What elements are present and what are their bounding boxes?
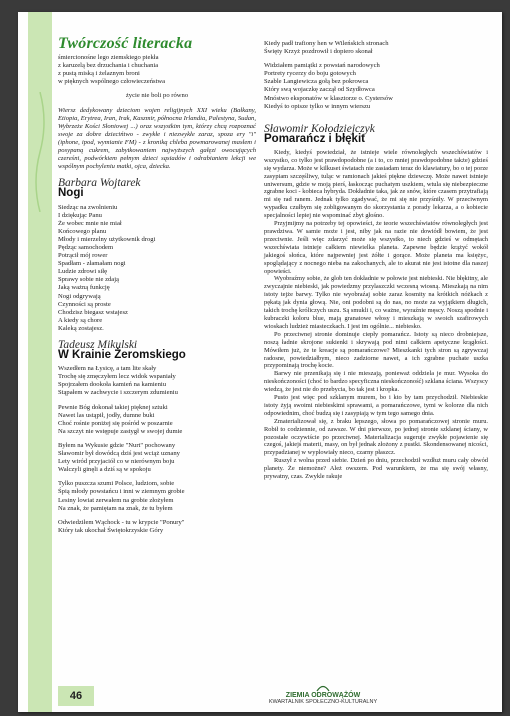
page-number: 46 [58, 686, 94, 706]
verse-line: Na szczyt nie wstępuje zastygł w swojej dumie [58, 427, 183, 435]
story-body [264, 149, 488, 481]
verse-line: Śpią młody powstańcu i inni w ziemnym grobie [58, 488, 185, 496]
story-author: Sławomir Kołodziejczyk [264, 122, 375, 135]
verse-line: Końcowego planu [58, 227, 107, 235]
stanza [58, 404, 256, 436]
logo-emblem-icon [316, 684, 330, 692]
logo-title: ZIEMIA ODROWĄŻÓW [285, 692, 361, 699]
verse-line: Widziałem pamiątki z powstań narodowych [264, 62, 380, 70]
stanza [58, 519, 256, 535]
verse-line: w pięknych wspólnego człowieczeństwa [58, 78, 166, 86]
verse-line: Spojrzałem dookoła kamień na kamieniu [58, 381, 167, 389]
verse-line: z pustą miską i żelaznym broni [58, 70, 140, 78]
verse-line: Portrety rycerzy do boju gotowych [264, 70, 356, 78]
dedication-line: życie nie boli po równo [125, 92, 189, 100]
verse-line: Choć rośnie poniżej się pośród w poszarnie [58, 419, 173, 427]
magazine-logo [248, 684, 398, 708]
verse-line: Czynności są proste [58, 300, 111, 308]
verse-line: Trochę się zmęczyłem lecz widok wspaniały [58, 373, 176, 381]
story-paragraph: Zmaterializował się, z braku lepszego, słowa po pomarańczowej stronie muru. Robił to codziennie, od zawsze. W dni pierwsze, po jednej stronie szklanej ściany, w pozostałe oczywiście po przeciwnej. Materializacja sugeruje zwykłe pojawienie się czegoś, jakiejś materii, masy, on był jednak złożony z pustki. Skondensowanej nicości, przypadzianej w wyplowiały nieco, czarny płaszcz. [264, 417, 488, 457]
verse-line: Mnóstwo eksponatów w klasztorze o. Cystersów [264, 94, 393, 102]
verse-line: Tylko puszcza szumi Polsce, ludziom, sobie [58, 480, 175, 488]
magazine-page [18, 12, 502, 712]
verse-line: A kiedy są chore [58, 316, 103, 324]
verse-line: Lesiny lowiat zerwałem na grobie złożyłem [58, 496, 174, 504]
verse-line: Potrącił mój rower [58, 252, 108, 260]
section-heading: Twórczość literacka [58, 35, 193, 52]
verse-line: Odwiedziłem Wąchock - tu w krypcie "Ponury" [58, 518, 185, 526]
verse-line: Sprawy sobie nie zdają [58, 276, 119, 284]
verse-line: z karuzelą bez drzuchania i chuchania [58, 62, 159, 70]
verse-line: Spadłam - złamałam nogi [58, 260, 126, 268]
verse-line: Stąpałem w zachwycie i szczerym zdumieniu [58, 389, 178, 397]
verse-line: Ludzie zdrowi siłę [58, 268, 108, 276]
page-margin-bar [28, 12, 52, 712]
verse-line: Walczyli ginęli a dziś są w spokoju [58, 466, 151, 474]
dedication-note: Wiersz dedykowany dzieciom wojen religijnych XXI wieku (Bałkany, Etiopia, Erytrea, Iran, Irak, Kaszmir, północna Irlandia, Palestyna, Sudan, Wybrzeże Kości Słoniowej ...) oraz wszystkim tym, którzy chcą rozpoznać swoje za dobre dziecińtwo - zwykłe i niezwykłe zaraz, spoza ery "i" (iphone, ipod, wymianie FM) - z kroniką chleba powmarowanej masłem i posypaną cukrem, zabytkowaniem najwyższych gałęzi owocujących czereśni, podwórkiem pełnym dzieci sąsiadów i odrabianiem lekcji we wspólnym pochyleniu matki, ojca, dziecka. [58, 106, 256, 171]
right-column [264, 40, 488, 481]
poem-author: Tadeusz Mikulski [58, 339, 138, 351]
story-paragraph: Przyjmijmy na potrzeby tej opowieści, że teorie wszechświatów równoległych jest prawdziwa. W samie może i jest, niby jak na razie nie dowiódł bowiem, że jest przeciwnie. Jeśli więc zdarzyć może się wszystko, to niech gdzieś w odmętach wszechświata istnieje całkiem niewielka planeta. Zapewne będzie krążyć wokół jakiegoś słońca, które najpewniej jest żółte i gorące. Może planeta ma księżyc, spoglądający z nocnego nieba na zakochanych, ale to akurat nie jest istotne dla naszej opowieści. [264, 220, 488, 275]
verse-line: Sławomir był dowódcą dziś jest wciąż uznany [58, 450, 180, 458]
verse-line: Który tak ukochał Świętokrzyskie Góry [58, 526, 164, 534]
logo-subtitle: KWARTALNIK SPOŁECZNO-KULTURALNY [268, 699, 378, 705]
verse-line: Kiedy padł trafiony hen w Wileńskich stronach [264, 40, 389, 47]
verse-line: Pewnie Bóg dokonał takiej pięknej sztuki [58, 403, 168, 411]
verse-line: Młody i mierzelny użytkownik drogi [58, 235, 156, 243]
story-paragraph: Ruszył z wolna przed siebie. Dzień po dniu, przechodził wzdłuż muru cały obwód planety. Że niemożne? Ależ owszem. Pod warunkiem, że ma się swój własny, prywatny, czas. Zwykle rakuje [264, 457, 488, 481]
verse-line: Siedząc na zwolnieniu [58, 203, 118, 211]
verse-line: Że wobec mnie nie miał [58, 219, 122, 227]
verse-line: Który swą wojaczkę zaczął od Szydłowca [264, 86, 375, 94]
poem-continuation [264, 62, 488, 111]
page-footer [58, 684, 488, 710]
verse-line: I dziękując Panu [58, 211, 102, 219]
story-paragraph: Po przeciwnej stronie dominuje ciepły pomarańcz. Istoty są nieco drobniejsze, noszą ładnie skrojone sukienki i skrywają pod nimi całkiem apetyczne krągłości. Mówiłem już, że te kreacje są pomarańczowe? Mieszkanki tych stron są zgrywczaj radosne, powiedziałbym, nieco zadziorne nawet, a ich zgrabne puchate uszka przypominają trochę kocie. [264, 330, 488, 370]
verse-line: Pędząc samochodem [58, 243, 114, 251]
verse-line: Chodzisz biegasz wstajesz [58, 308, 128, 316]
stanza [58, 442, 256, 474]
verse-line: śmiercionośne lego ziemskiego piekła [58, 54, 159, 62]
verse-line: Kaleką zostajesz. [58, 324, 104, 332]
verse-line: Szable Langiewicza gołą bez pokrowca [264, 78, 369, 86]
leaf-ornament-icon [28, 92, 52, 212]
verse-line: Lety wiród przyjaciół co w nierównym boju [58, 458, 175, 466]
poem-continuation [264, 40, 488, 56]
left-column [58, 35, 256, 541]
story-paragraph: Wyobraźmy sobie, że glob ten dokładnie w połowie jest niebieski. Nie błękitny, ale zwyczajnie niebieski, jak powiedzmy przylaszczki wczesną wiosną. Mieszkają na nim istoty tejże barwy. Tylko nie wyobraźaj sobie zaraz kosmity na krótkich nóżkach z pękatą jak dynia głową. Nie, oni podobni są do nas, no może za wyjątkiem długich, takich trochę króliczych uszu. Są smukli i, co ważne, wyraźnie męscy. Noszą spodnie i kubraczki koloru blue, mają granatowe włosy i mieszkają w swoich szafirowych wioskach ludzież miasteczkach. I jest im ogólnie... niebiesko. [264, 275, 488, 330]
poem-body [58, 204, 256, 334]
verse-line: Jaką ważną funkcję [58, 284, 110, 292]
story-paragraph: Pusto jest więc pod szklanym murem, bo i kto by tam przychodził. Niebieskie istoty żyją swoimi niebieskimi sprawami, a pomarańczowe, tymi w kolorze dla nich odpowiednim, choć budzą się i zasypiają w tym tego samego dnia. [264, 394, 488, 417]
poem-title: W Krainie Żeromskiego [58, 349, 186, 362]
stanza [58, 480, 256, 512]
verse-line: Byłem na Wykusie gdzie "Nurt" pochowany [58, 441, 176, 449]
story-paragraph: Barwy nie przenikają się i nie mieszają, ponieważ oddziela je mur. Wysoka do nieskończoności (choć to bardzo specyficzna nieskończoność) szklana ściana. Wszyscy wiedzą, że jest nie do przebycia, bo tak jest i kropka. [264, 370, 488, 394]
story-title: Pomarańcz i błękit [264, 132, 365, 145]
poem-title: Nogi [58, 187, 84, 200]
story-paragraph: Kiedy, kiedyś powiedział, że istnieje wiele równoległych wszechświatów i wszystko, co tylko jest prawdopodobne (a i to, co mniej prawdopodobne także) gdzieś się wydarza. Może w kilkuset światach nie zasiadam teraz do klawiatury, bo o tej porze zasypiam szczęśliwy, tuląc w ramionach jakieś piękne dziewczę. Może nawet istnieje uniwersum, gdzie w moją pierś, łaskocząc puchatym uszkiem, wtula się niebezpieczne zgrabne koci - kobieca hybryda. Dokładnie taka, jak ze snów, które czasem przytrafiają mi się rad ranem. Jednak tylko zgadywać, że mi się nie przyśniły. W przeciwnym wypadku czułbym się zobligowanym do skorzystania z porady lekarza, a o kobiecie specjalności lepiej nie wspominać zbyt głośno. [264, 148, 488, 220]
verse-line: Kiedyś to opisze tylko w innym wierszu [264, 102, 371, 110]
verse-line: Na znak, że pamiętam na znak, że tu byłem [58, 504, 173, 512]
verse-line: Wszedłem na Łysicę, a tam lite skały [58, 365, 157, 373]
verse-line: Święty Krzyż pozdrowił i dopiero skonał [264, 48, 373, 56]
verse-line: Nawet las ustąpił, jodły, dumne buki [58, 411, 155, 419]
poem-body [58, 365, 256, 541]
stanza [58, 365, 256, 397]
intro-poem [58, 54, 256, 86]
poem-author: Barbara Wojtarek [58, 177, 141, 190]
verse-line: Nogi odgrywają [58, 292, 101, 300]
